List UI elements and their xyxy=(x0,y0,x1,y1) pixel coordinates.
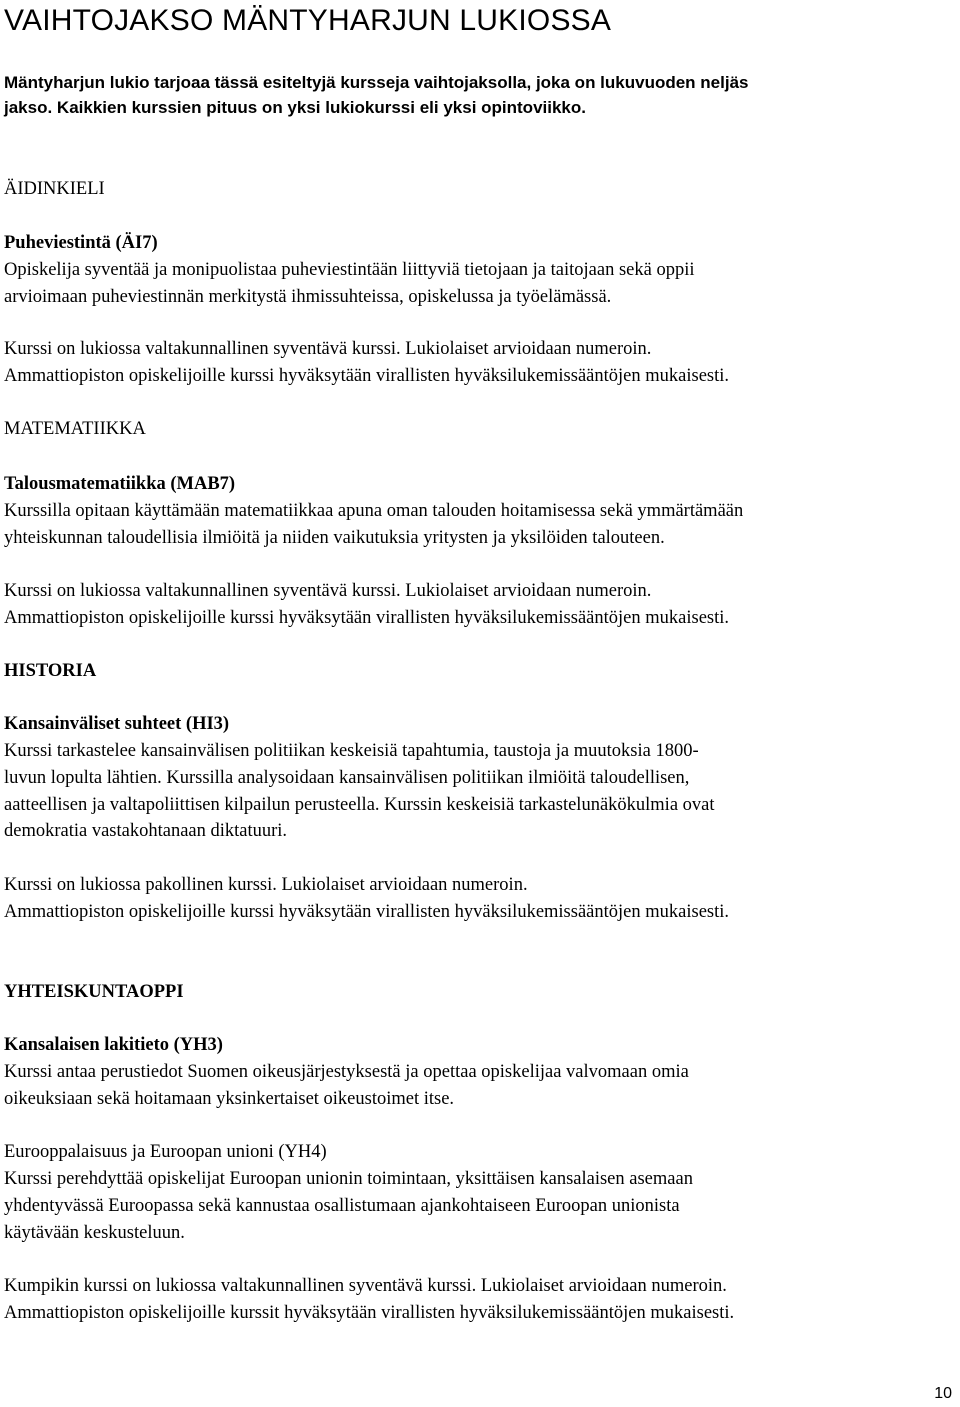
course-title-ai7: Puheviestintä (ÄI7) xyxy=(4,233,158,253)
page-title: VAIHTOJAKSO MÄNTYHARJUN LUKIOSSA xyxy=(4,4,612,37)
course-description-line: aatteellisen ja valtapoliittisen kilpailun perusteella. Kurssin keskeisiä tarkastelunäkökulmia ovat xyxy=(4,795,715,815)
intro-line: jakso. Kaikkien kurssien pituus on yksi lukiokurssi eli yksi opintoviikko. xyxy=(4,98,586,117)
course-status: Kurssi on lukiossa pakollinen kurssi. Lukiolaiset arvioidaan numeroin. xyxy=(4,875,528,895)
section-heading-historia: HISTORIA xyxy=(4,661,97,681)
course-description-line: käytävään keskusteluun. xyxy=(4,1223,185,1243)
course-description-line: Kurssilla opitaan käyttämään matematiikkaa apuna oman talouden hoitamisessa sekä ymmärtämään xyxy=(4,501,744,521)
section-heading-yhteiskuntaoppi: YHTEISKUNTAOPPI xyxy=(4,982,184,1002)
course-note: Ammattiopiston opiskelijoille kurssi hyväksytään virallisten hyväksilukemissääntöjen mukaisesti. xyxy=(4,608,730,628)
course-title-mab7: Talousmatematiikka (MAB7) xyxy=(4,474,236,494)
section-heading-matematiikka: MATEMATIIKKA xyxy=(4,419,146,439)
course-description-line: Kurssi perehdyttää opiskelijat Euroopan unionin toimintaan, yksittäisen kansalaisen asemaan xyxy=(4,1169,693,1189)
course-description-line: yhdentyvässä Euroopassa sekä kannustaa osallistumaan ajankohtaiseen Euroopan unionista xyxy=(4,1196,680,1216)
course-title-yh3: Kansalaisen lakitieto (YH3) xyxy=(4,1035,223,1055)
course-note: Ammattiopiston opiskelijoille kurssi hyväksytään virallisten hyväksilukemissääntöjen mukaisesti. xyxy=(4,366,730,386)
course-title-hi3: Kansainväliset suhteet (HI3) xyxy=(4,714,230,734)
course-description-line: Opiskelija syventää ja monipuolistaa puheviestintään liittyviä tietojaan ja taitojaan sekä oppii xyxy=(4,260,695,280)
course-description-line: luvun lopulta lähtien. Kurssilla analysoidaan kansainvälisen politiikan ilmiöitä taloudellisen, xyxy=(4,768,690,788)
course-status: Kurssi on lukiossa valtakunnallinen syventävä kurssi. Lukiolaiset arvioidaan numeroin. xyxy=(4,581,652,601)
intro-line: Mäntyharjun lukio tarjoaa tässä esiteltyjä kursseja vaihtojaksolla, joka on lukuvuoden neljäs xyxy=(4,73,749,92)
course-description-line: Kurssi tarkastelee kansainvälisen politiikan keskeisiä tapahtumia, taustoja ja muutoksia 1800- xyxy=(4,741,699,761)
course-status: Kumpikin kurssi on lukiossa valtakunnallinen syventävä kurssi. Lukiolaiset arvioidaan numeroin. xyxy=(4,1276,727,1296)
page-number: 10 xyxy=(934,1385,952,1402)
course-note: Ammattiopiston opiskelijoille kurssi hyväksytään virallisten hyväksilukemissääntöjen mukaisesti. xyxy=(4,902,730,922)
course-status: Kurssi on lukiossa valtakunnallinen syventävä kurssi. Lukiolaiset arvioidaan numeroin. xyxy=(4,339,652,359)
section-heading-aidinkieli: ÄIDINKIELI xyxy=(4,179,105,199)
course-title-yh4: Eurooppalaisuus ja Euroopan unioni (YH4) xyxy=(4,1142,327,1162)
course-note: Ammattiopiston opiskelijoille kurssit hyväksytään virallisten hyväksilukemissääntöjen mukaisesti. xyxy=(4,1303,735,1323)
course-description-line: Kurssi antaa perustiedot Suomen oikeusjärjestyksestä ja opettaa opiskelijaa valvomaan omia xyxy=(4,1062,689,1082)
course-description-line: oikeuksiaan sekä hoitamaan yksinkertaiset oikeustoimet itse. xyxy=(4,1089,455,1109)
course-description-line: arvioimaan puheviestinnän merkitystä ihmissuhteissa, opiskelussa ja työelämässä. xyxy=(4,287,612,307)
course-description-line: yhteiskunnan taloudellisia ilmiöitä ja niiden vaikutuksia yritysten ja yksilöiden talouteen. xyxy=(4,528,665,548)
course-description-line: demokratia vastakohtanaan diktatuuri. xyxy=(4,821,288,841)
